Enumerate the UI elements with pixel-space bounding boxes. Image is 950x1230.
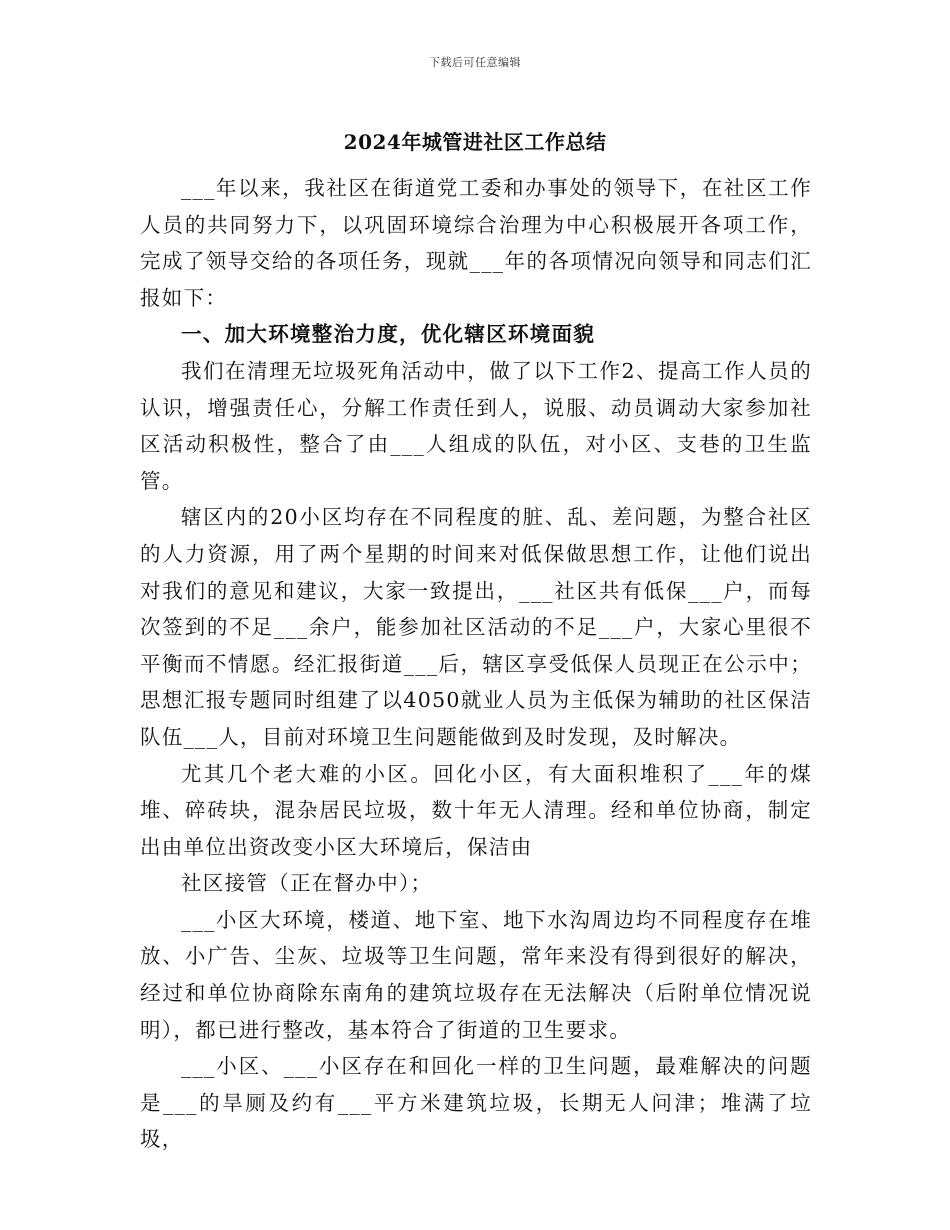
paragraph-dry-toilet: ___小区、___小区存在和回化一样的卫生问题，最难解决的问题是___的旱厕及约有___平方米建筑垃圾，长期无人问津；堆满了垃圾， (140, 1054, 812, 1152)
paragraph-community-takeover: 社区接管（正在督办中）； (181, 871, 433, 896)
paragraph-cleanup: 我们在清理无垃圾死角活动中，做了以下工作2、提高工作人员的认识，增强责任心，分解工作责任到人，说服、动员调动大家参加社区活动积极性，整合了由___人组成的队伍，对小区、支巷的卫生监管。 (140, 358, 812, 493)
document-title: 2024年城管进社区工作总结 (343, 130, 607, 154)
paragraph-intro: ___年以来，我社区在街道党工委和办事处的领导下，在社区工作人员的共同努力下，以巩固环境综合治理为中心积极展开各项工作，完成了领导交给的各项任务，现就___年的各项情况向领导和同志们汇报如下： (140, 176, 812, 310)
paragraph-community-environment: ___小区大环境，楼道、地下室、地下水沟周边均不同程度存在堆放、小广告、尘灰、垃圾等卫生问题，常年来没有得到很好的解决，经过和单位协商除东南角的建筑垃圾存在无法解决（后附单位情况说明），都已进行整改，基本符合了街道的卫生要求。 (140, 907, 812, 1042)
header-note: 下载后可任意编辑 (429, 56, 521, 69)
paragraph-low-income: 辖区内的20小区均存在不同程度的脏、乱、差问题，为整合社区的人力资源，用了两个星期的时间来对低保做思想工作，让他们说出对我们的意见和建议，大家一致提出，___社区共有低保___户，而每次签到的不足___余户，能参加社区活动的不足___户，大家心里很不平衡而不情愿。经汇报街道___后，辖区享受低保人员现正在公示中；思想汇报专题同时组建了以4050就业人员为主低保为辅助的社区保洁队伍___人，目前对环境卫生问题能做到及时发现，及时解决。 (140, 505, 812, 749)
document-body (140, 170, 812, 1158)
section-heading-1: 一、加大环境整治力度，优化辖区环境面貌 (181, 322, 596, 347)
paragraph-old-communities: 尤其几个老大难的小区。回化小区，有大面积堆积了___年的煤堆、碎砖块，混杂居民垃圾，数十年无人清理。经和单位协商，制定出由单位出资改变小区大环境后，保洁由 (140, 761, 812, 859)
